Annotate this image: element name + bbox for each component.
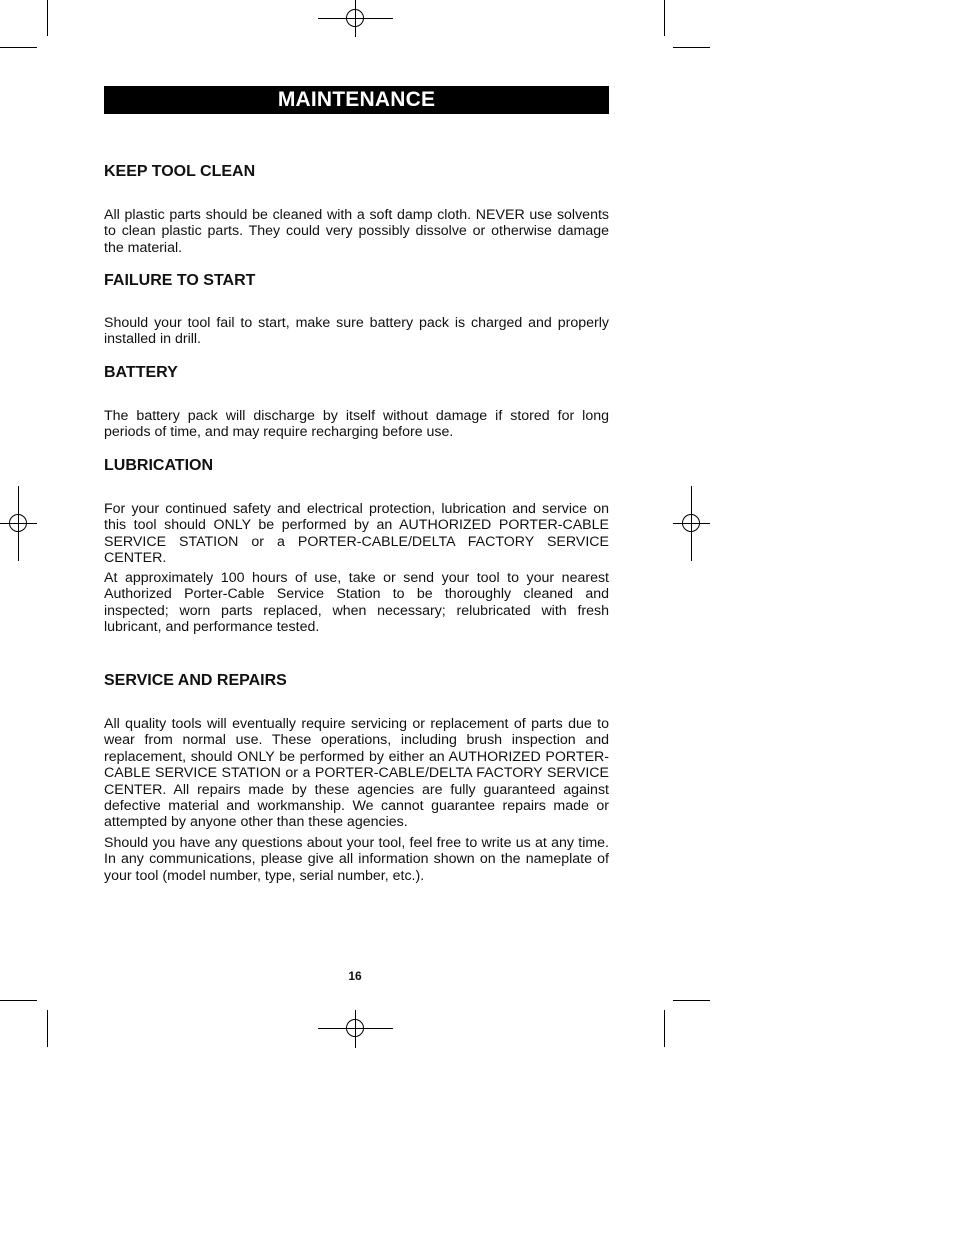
crop-mark — [47, 1010, 48, 1047]
section-heading-keep-tool-clean: KEEP TOOL CLEAN — [104, 163, 256, 180]
section-heading-service-and-repairs: SERVICE AND REPAIRS — [104, 672, 287, 689]
paragraph-lubrication-2: At approximately 100 hours of use, take or send your tool to your nearest Authorized Porter-Cable Service Station to be thoroughly cleaned and inspected; worn parts replaced, when necessary; relubricated with fresh lubricant, and performance tested. — [104, 570, 609, 636]
paragraph-keep-tool-clean: All plastic parts should be cleaned with a soft damp cloth. NEVER use solvents to clean plastic parts. They could very possibly dissolve or otherwise damage the material. — [104, 207, 609, 256]
crop-mark — [673, 1000, 710, 1001]
paragraph-service-1: All quality tools will eventually require servicing or replacement of parts due to wear from normal use. These operations, including brush inspection and replacement, should ONLY be performed by either an AUTHORIZED PORTER-CABLE SERVICE STATION or a PORTER-CABLE/DELTA FACTORY SERVICE CENTER. All repairs made by these agencies are fully guaranteed against defective material and workmanship. We cannot guarantee repairs made or attempted by anyone other than these agencies. — [104, 716, 609, 831]
paragraph-battery: The battery pack will discharge by itself without damage if stored for long periods of time, and may require recharging before use. — [104, 408, 609, 441]
paragraph-lubrication-1: For your continued safety and electrical protection, lubrication and service on this tool should ONLY be performed by an AUTHORIZED PORTER-CABLE SERVICE STATION or a PORTER-CABLE/DELTA FACTORY SERVICE CENTER. — [104, 501, 609, 567]
paragraph-service-2: Should you have any questions about your tool, feel free to write us at any time. In any communications, please give all information shown on the nameplate of your tool (model number, type, serial number, etc.). — [104, 835, 609, 884]
crop-mark — [0, 1000, 37, 1001]
crop-mark — [0, 47, 37, 48]
page-number: 16 — [348, 969, 362, 983]
crop-mark — [47, 0, 48, 36]
crop-mark — [673, 47, 710, 48]
page-title: MAINTENANCE — [104, 86, 609, 114]
section-heading-failure-to-start: FAILURE TO START — [104, 272, 256, 289]
section-heading-lubrication: LUBRICATION — [104, 457, 214, 474]
paragraph-failure-to-start: Should your tool fail to start, make sure battery pack is charged and properly installed in drill. — [104, 315, 609, 348]
crop-mark — [664, 1010, 665, 1047]
crop-mark — [664, 0, 665, 36]
section-heading-battery: BATTERY — [104, 364, 178, 381]
